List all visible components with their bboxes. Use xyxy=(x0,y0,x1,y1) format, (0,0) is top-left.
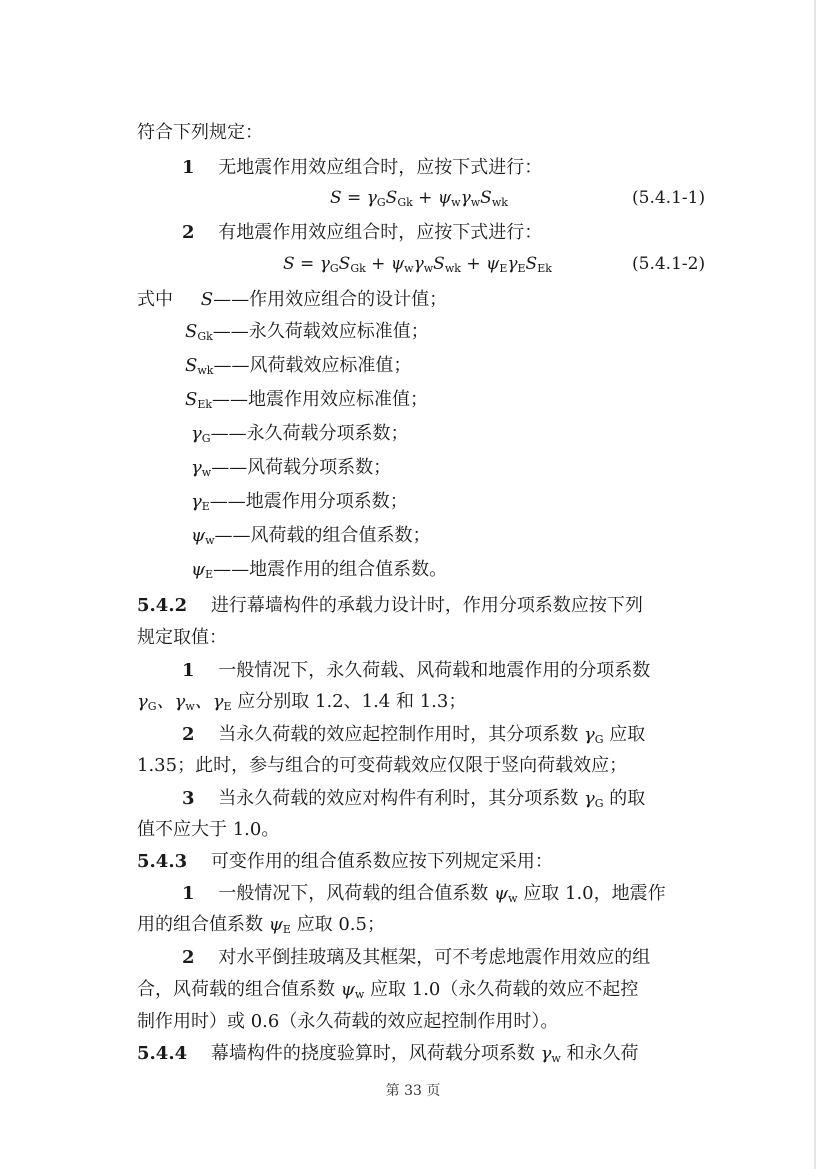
clause-number: 5.4.3 xyxy=(137,851,188,872)
item-number: 3 xyxy=(182,788,195,809)
clause-5-4-2-item2-line1: 2 当永久荷载的效应起控制作用时，其分项系数 $\gamma_G$ 应取 xyxy=(182,723,645,752)
symbol: $\gamma_E$ xyxy=(191,491,210,513)
page-edge-line xyxy=(814,0,816,1169)
clause-5-4-3-item1-line2: 用的组合值系数 $\psi_E$ 应取 0.5； xyxy=(137,913,385,942)
symbol-s: S xyxy=(200,289,214,310)
clause-5-4-3-item2-line2: 合，风荷载的组合值系数 $\psi_w$ 应取 1.0（永久荷载的效应不起控 xyxy=(137,978,638,1007)
equation-number-2: (5.4.1-2) xyxy=(632,254,706,274)
definition-gamma-g: $\gamma_G——$永久荷载分项系数； xyxy=(191,422,409,451)
item-text: 有地震作用效应组合时，应按下式进行： xyxy=(218,222,543,243)
symbol: $S_{Ek}$ xyxy=(185,389,213,411)
symbol: $\psi_w$ xyxy=(494,883,518,905)
definition-text: ——作用效应组合的设计值； xyxy=(213,289,448,310)
clause-5-4-3-line1: 5.4.3 可变作用的组合值系数应按下列规定采用： xyxy=(137,851,553,872)
where-label: 式中 xyxy=(137,289,173,310)
clause-5-4-2-item3-line1: 3 当永久荷载的效应对构件有利时，其分项系数 $\gamma_G$ 的取 xyxy=(182,787,645,816)
clause-5-4-2-item1-line1: 1 一般情况下，永久荷载、风荷载和地震作用的分项系数 xyxy=(182,660,651,681)
symbol: $S_{Gk}$ xyxy=(185,321,213,343)
symbol: $\gamma_G$ xyxy=(191,423,211,445)
item-text: 无地震作用效应组合时，应按下式进行： xyxy=(218,157,543,178)
item-2-line xyxy=(182,221,542,245)
equation-5-4-1-2: $S = \gamma_GS_{Gk} + \psi_w\gamma_wS_{wk} + \psi_E\gamma_ES_{Ek}$ xyxy=(283,254,552,275)
clause-5-4-2-line2: 规定取值： xyxy=(137,627,227,648)
item-number: 2 xyxy=(182,724,195,745)
item-number: 2 xyxy=(182,947,195,968)
item-number: 1 xyxy=(182,157,195,178)
item-number: 1 xyxy=(182,883,195,904)
equation-5-4-1-1: $S = \gamma_GS_{Gk} + \psi_w\gamma_wS_{wk}$ xyxy=(330,188,508,209)
equation-number-1: (5.4.1-1) xyxy=(632,188,706,208)
symbol: $\psi_E$ xyxy=(191,559,214,581)
page-number: 第 33 页 xyxy=(385,1083,441,1099)
clause-number: 5.4.4 xyxy=(137,1043,188,1064)
symbol: $\gamma_G$ xyxy=(584,724,604,746)
definition-sgk: $S_{Gk}——$永久荷载效应标准值； xyxy=(185,320,429,349)
symbol: $S_{wk}$ xyxy=(185,355,214,377)
definition-swk: $S_{wk}——$风荷载效应标准值； xyxy=(185,354,411,383)
symbol: $\gamma_G$、$\gamma_w$、$\gamma_E$ xyxy=(137,691,232,713)
definition-gamma-w: $\gamma_w——$风荷载分项系数； xyxy=(191,456,391,485)
clause-5-4-3-item2-line3: 制作用时）或 0.6（永久荷载的效应起控制作用时）。 xyxy=(137,1011,559,1032)
line-intro: 符合下列规定： xyxy=(137,122,263,143)
definition-s xyxy=(137,288,447,312)
symbol: $\psi_E$ xyxy=(268,914,291,936)
clause-5-4-2-item3-line2: 值不应大于 1.0。 xyxy=(137,819,280,840)
definition-psi-e: $\psi_E——$地震作用的组合值系数。 xyxy=(191,558,447,587)
symbol: $\gamma_w$ xyxy=(540,1043,561,1065)
clause-5-4-4-line1: 5.4.4 幕墙构件的挠度验算时，风荷载分项系数 $\gamma_w$ 和永久荷 xyxy=(137,1042,639,1071)
item-1-line xyxy=(182,156,542,180)
definition-psi-w: $\psi_w——$风荷载的组合值系数； xyxy=(191,524,431,553)
item-number: 1 xyxy=(182,660,195,681)
definition-gamma-e: $\gamma_E——$地震作用分项系数； xyxy=(191,490,408,519)
symbol: $\psi_w$ xyxy=(191,525,215,547)
symbol: $\gamma_G$ xyxy=(584,788,604,810)
clause-5-4-3-item2-line1: 2 对水平倒挂玻璃及其框架，可不考虑地震作用效应的组 xyxy=(182,947,651,968)
symbol: $\gamma_w$ xyxy=(191,457,212,479)
item-number: 2 xyxy=(182,222,195,243)
clause-5-4-2-item1-line2: $\gamma_G$、$\gamma_w$、$\gamma_E$ 应分别取 1.2、1.4 和 1.3； xyxy=(137,690,466,719)
clause-5-4-2-line1: 5.4.2 进行幕墙构件的承载力设计时，作用分项系数应按下列 xyxy=(137,595,643,616)
definition-sek: $S_{Ek}——$地震作用效应标准值； xyxy=(185,388,428,417)
clause-5-4-3-item1-line1: 1 一般情况下，风荷载的组合值系数 $\psi_w$ 应取 1.0，地震作 xyxy=(182,882,666,911)
clause-number: 5.4.2 xyxy=(137,595,188,616)
clause-5-4-2-item2-line2: 1.35；此时，参与组合的可变荷载效应仅限于竖向荷载效应； xyxy=(137,755,628,776)
symbol: $\psi_w$ xyxy=(340,979,365,1001)
